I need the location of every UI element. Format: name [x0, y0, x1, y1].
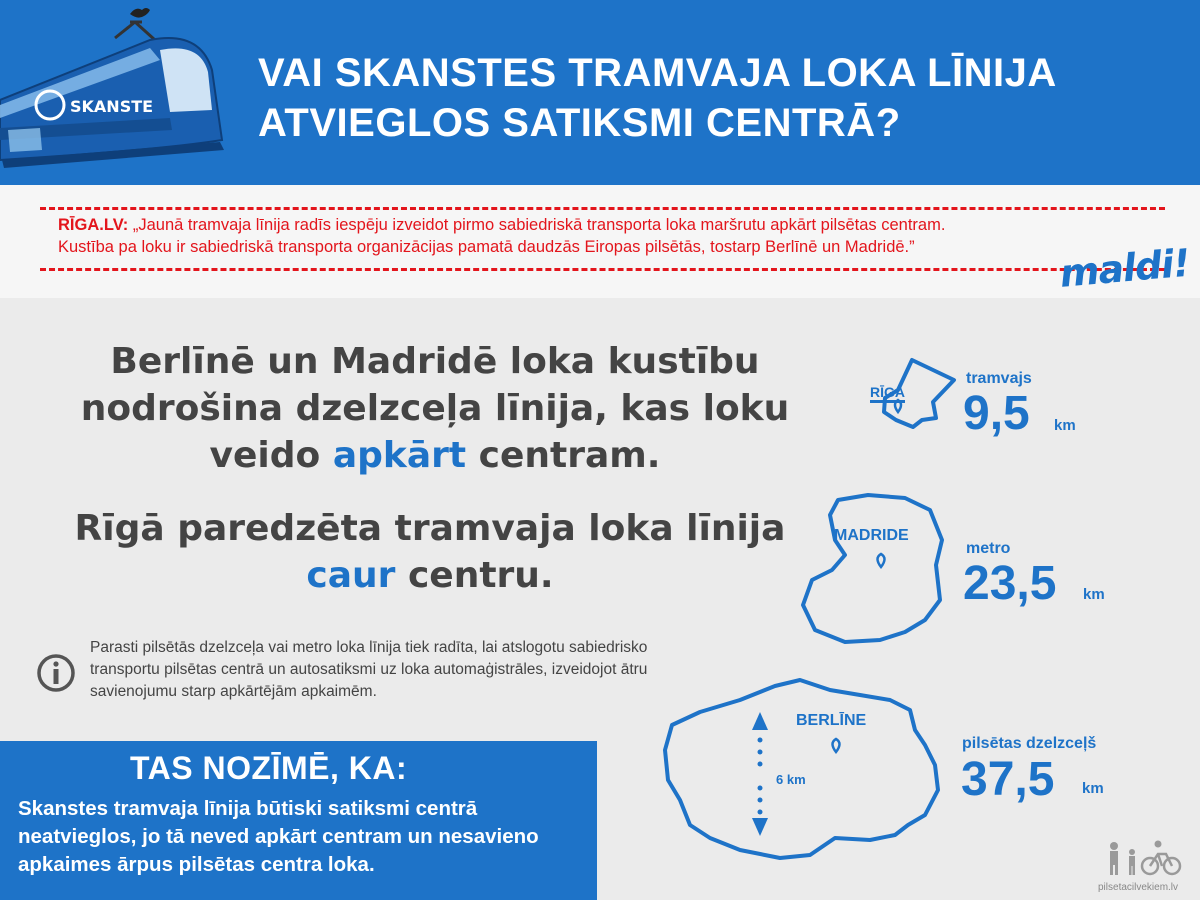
lead-statement-2: Rīgā paredzēta tramvaja loka līnija caur centru.: [74, 508, 786, 596]
conclusion-text: Skanstes tramvaja līnija būtiski satiksmi centrā neatvieglos, jo tā neved apkārt centram un nesavieno apkaimes ārpus pilsētas centra loka.: [18, 797, 539, 876]
riga-length: 9,5: [963, 387, 1030, 440]
quote-line2: Kustība pa loku ir sabiedriskā transporta organizācijas pamatā daudzās Eiropas pilsētās, tostarp Berlīnē un Madridē.”: [58, 238, 915, 256]
madrid-unit: km: [1083, 586, 1105, 603]
berlin-scale-label: 6 km: [776, 772, 806, 787]
madrid-location-pin-icon: [878, 554, 885, 567]
city-label-madrid: MADRIDE: [834, 527, 909, 544]
tram-logo-text: SKANSTE: [70, 97, 154, 116]
conclusion-title: TAS NOZĪMĒ, KA:: [130, 750, 408, 786]
berlin-loop-shape: [665, 680, 938, 858]
madrid-loop-shape: [803, 495, 942, 642]
highlight-through: caur: [306, 555, 396, 596]
people-bike-logo-icon: [1100, 838, 1182, 878]
quote-source: RĪGA.LV:: [58, 216, 129, 234]
berlin-location-pin-icon: [833, 739, 840, 752]
highlight-around: apkārt: [332, 435, 467, 476]
berlin-length: 37,5: [961, 753, 1055, 806]
verdict-stamp: maldi!: [1058, 240, 1192, 296]
berlin-scale-arrow: [752, 712, 768, 836]
berlin-mode: pilsētas dzelzceļš: [962, 735, 1097, 752]
madrid-mode: metro: [966, 540, 1011, 557]
madrid-length: 23,5: [963, 557, 1057, 610]
lead-statement-1: Berlīnē un Madridē loka kustību nodrošina dzelzceļa līnija, kas loku veido apkārt centram.: [80, 341, 790, 476]
berlin-unit: km: [1082, 780, 1104, 797]
quote-line1: „Jaunā tramvaja līnija radīs iespēju izveidot pirmo sabiedriskā transporta loka maršrutu apkārt pilsētas centram.: [132, 216, 946, 234]
city-label-riga: RĪGA: [870, 384, 905, 403]
riga-mode: tramvajs: [966, 370, 1032, 387]
riga-unit: km: [1054, 417, 1076, 434]
city-label-berlin: BERLĪNE: [796, 712, 867, 729]
info-text: Parasti pilsētās dzelzceļa vai metro loka līnija tiek radīta, lai atslogotu sabiedrisko transportu pilsētas centrā un autosatiksmi uz loka automaģistrāles, izveidojot ātru savienojumu starp apkārtējām apkaimēm.: [90, 639, 648, 700]
footer-url: pilsetacilvekiem.lv: [1098, 882, 1179, 893]
page-title: VAI SKANSTES TRAMVAJA LOKA LĪNIJA ATVIEGLOS SATIKSMI CENTRĀ?: [258, 51, 1057, 145]
